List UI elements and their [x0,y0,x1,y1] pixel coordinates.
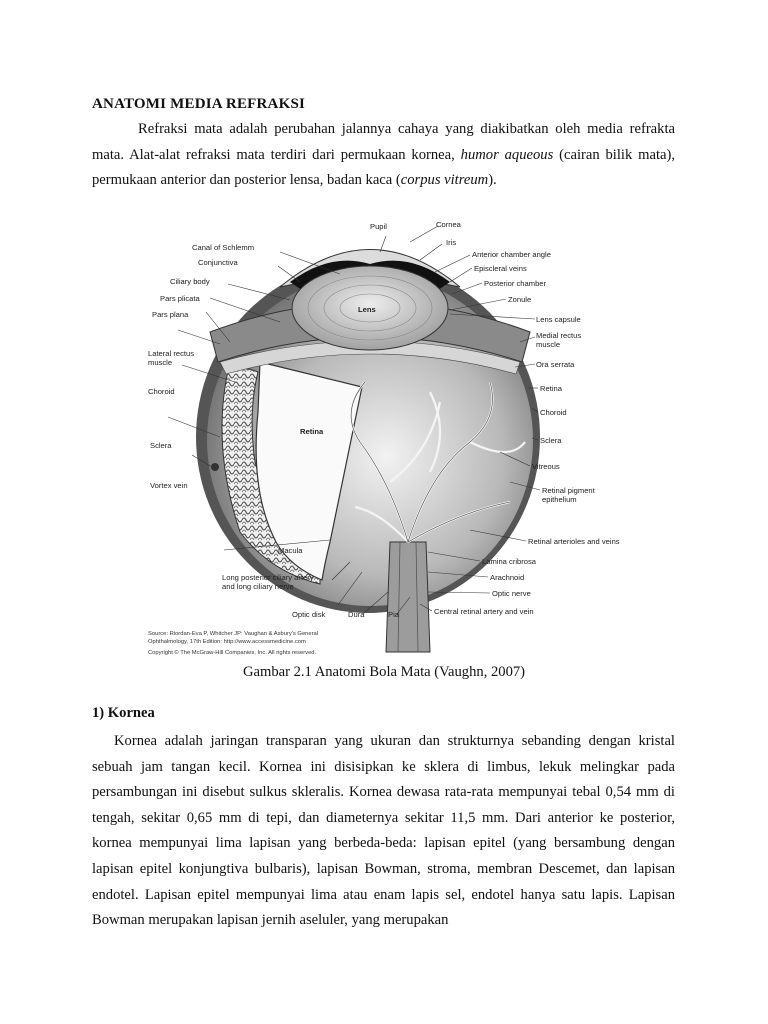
label-macula: Macula [278,546,303,555]
label-lateral-rectus: Lateral rectus [148,349,195,358]
label-cornea: Cornea [436,220,461,229]
vortex-vein-marker [211,463,219,471]
section-1-title: 1) Kornea [92,705,155,721]
label-iris: Iris [446,238,457,247]
label-canal-of-schlemm: Canal of Schlemm [192,243,255,252]
label-choroid-left: Choroid [148,387,175,396]
label-pupil: Pupil [370,222,387,231]
label-retinal-pigment: Retinal pigment [542,486,595,495]
intro-text-2: (cairan bilik mata), permukaan anterior dan posterior lensa, badan kaca ( [92,146,675,189]
label-lamina-cribrosa: Lamina cribrosa [482,557,537,566]
label-sclera-right: Sclera [540,436,562,445]
label-vortex-vein: Vortex vein [150,481,188,490]
label-vitreous: Vitreous [532,462,560,471]
label-pars-plana: Pars plana [152,310,189,319]
label-episcleral-veins: Episcleral veins [474,264,527,273]
label-long-posterior-ciliary-artery: Long posterior ciliary artery [222,573,314,582]
lens-label: Lens [358,305,376,314]
figure-caption: Gambar 2.1 Anatomi Bola Mata (Vaughn, 2007) [242,664,526,680]
label-ora-serrata: Ora serrata [536,360,575,369]
intro-term-corpus-vitreum: corpus vitreum [400,172,489,189]
label-retinal-arterioles-and-veins: Retinal arterioles and veins [528,537,620,546]
intro-text-3: ). [488,172,497,189]
label-pia: Pia [388,610,399,619]
label-optic-nerve: Optic nerve [492,589,531,598]
retina-inner-label: Retina [300,427,324,436]
figure-source-line-2: Ophthalmology, 17th Edition: http://www.accessmedicine.com [148,639,306,645]
label-zonule: Zonule [508,295,532,304]
label-ciliary-body: Ciliary body [170,277,210,286]
label-posterior-chamber: Posterior chamber [484,279,547,288]
label-long-ciliary-nerve: and long ciliary nerve [222,582,294,591]
label-optic-disk: Optic disk [292,610,326,619]
label-lateral-rectus-muscle: muscle [148,358,173,367]
label-anterior-chamber-angle: Anterior chamber angle [472,250,551,259]
label-dura: Dura [348,610,365,619]
figure-source-line-1: Source: Riordan-Eva P, Whitcher JP: Vaughan & Asbury's General [148,631,319,637]
label-lens-capsule: Lens capsule [536,315,581,324]
intro-paragraph [92,117,675,194]
label-medial-rectus: Medial rectus [536,331,582,340]
eye-anatomy-illustration [130,212,630,662]
label-arachnoid: Arachnoid [490,573,525,582]
intro-term-humor-aqueous: humor aqueous [460,146,554,163]
label-medial-rectus-muscle: muscle [536,340,561,349]
label-choroid-right: Choroid [540,408,567,417]
section-heading: ANATOMI MEDIA REFRAKSI [92,96,306,112]
figure-copyright-line: Copyright © The McGraw-Hill Companies, Inc. All rights reserved. [148,650,317,656]
label-sclera-left: Sclera [150,441,172,450]
label-retinal-pigment-epithelium: epithelium [542,495,577,504]
label-pars-plicata: Pars plicata [160,294,200,303]
intro-text-1: Refraksi mata adalah perubahan jalannya cahaya yang diakibatkan oleh media refrakta mata. Alat-alat refraksi mata terdiri dari permukaan kornea, [92,121,675,163]
label-retina-right: Retina [540,384,562,393]
label-conjunctiva: Conjunctiva [198,258,238,267]
label-central-retinal-artery-and-vein: Central retinal artery and vein [434,607,534,616]
section-1-paragraph: Kornea adalah jaringan transparan yang ukuran dan strukturnya sebanding dengan kristal sebuah jam tangan kecil. Kornea ini disisipkan ke sklera di limbus, lekuk melingkar pada persambungan ini disebut sulkus skleralis. Kornea dewasa rata-rata mempunyai tebal 0,54 mm di tengah, sekitar 0,65 mm di tepi, dan diameternya sekitar 11,5 mm. Dari anterior ke posterior, kornea mempunyai lima lapisan yang berbeda-beda: lapisan epitel (yang bersambung dengan lapisan epitel konjungtiva bulbaris), lapisan Bowman, stroma, membran Descemet, dan lapisan endotel. Lapisan epitel mempunyai lima atau enam lapis sel, endotel hanya satu lapis. Lapisan Bowman merupakan lapisan jernih aseluler, yang merupakan [92,733,675,929]
